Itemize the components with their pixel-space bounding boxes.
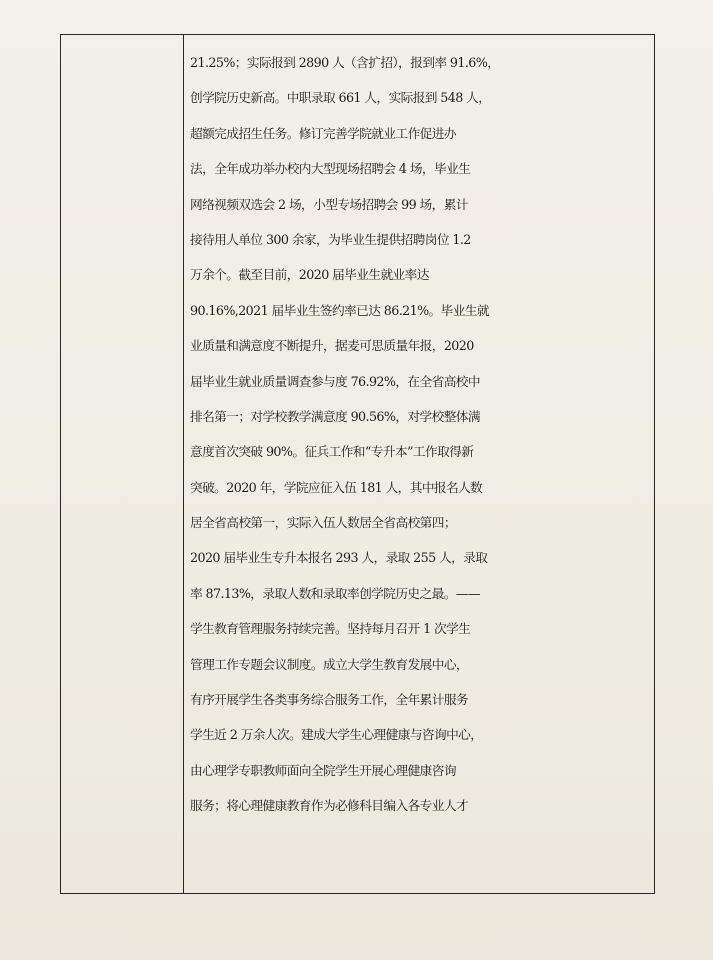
- text-line: 超额完成招生任务。修订完善学院就业工作促进办: [190, 125, 456, 141]
- text-line: 意度首次突破 90%。征兵工作和“专升本”工作取得新: [190, 444, 474, 460]
- text-line: 网络视频双选会 2 场，小型专场招聘会 99 场，累计: [190, 196, 468, 212]
- text-line: 率 87.13%，录取人数和录取率创学院历史之最。——: [190, 585, 480, 601]
- text-line: 管理工作专题会议制度。成立大学生教育发展中心，: [190, 656, 469, 672]
- text-line: 服务；将心理健康教育作为必修科目编入各专业人才: [190, 798, 469, 814]
- text-line: 21.25%；实际报到 2890 人（含扩招），报到率 91.6%，: [190, 55, 500, 70]
- text-line: 法，全年成功举办校内大型现场招聘会 4 场，毕业生: [190, 161, 471, 177]
- text-line: 创学院历史新高。中职录取 661 人，实际报到 548 人，: [190, 90, 491, 106]
- text-line: 2020 届毕业生专升本报名 293 人，录取 255 人，录取: [190, 550, 488, 566]
- text-line: 突破。2020 年，学院应征入伍 181 人，其中报名人数: [190, 479, 483, 495]
- left-column-cell: [61, 35, 182, 893]
- text-line: 接待用人单位 300 余家，为毕业生提供招聘岗位 1.2: [190, 231, 471, 247]
- text-line: 学生近 2 万余人次。建成大学生心理健康与咨询中心，: [190, 727, 483, 743]
- text-line: 90.16%,2021 届毕业生签约率已达 86.21%。毕业生就: [190, 302, 489, 318]
- text-line: 居全省高校第一，实际入伍人数居全省高校第四；: [190, 515, 456, 531]
- text-line: 学生教育管理服务持续完善。坚持每月召开 1 次学生: [190, 621, 471, 637]
- text-line: 有序开展学生各类事务综合服务工作，全年累计服务: [190, 692, 469, 708]
- text-line: 业质量和满意度不断提升，据麦可思质量年报，2020: [190, 338, 474, 354]
- text-line: 届毕业生就业质量调查参与度 76.92%，在全省高校中: [190, 373, 480, 389]
- text-line: 排名第一；对学校教学满意度 90.56%，对学校整体满: [190, 408, 480, 424]
- text-line: 万余个。截至目前，2020 届毕业生就业率达: [190, 267, 429, 283]
- text-line: 由心理学专职教师面向全院学生开展心理健康咨询: [190, 762, 456, 778]
- column-divider: [183, 34, 184, 894]
- body-text: [190, 45, 650, 824]
